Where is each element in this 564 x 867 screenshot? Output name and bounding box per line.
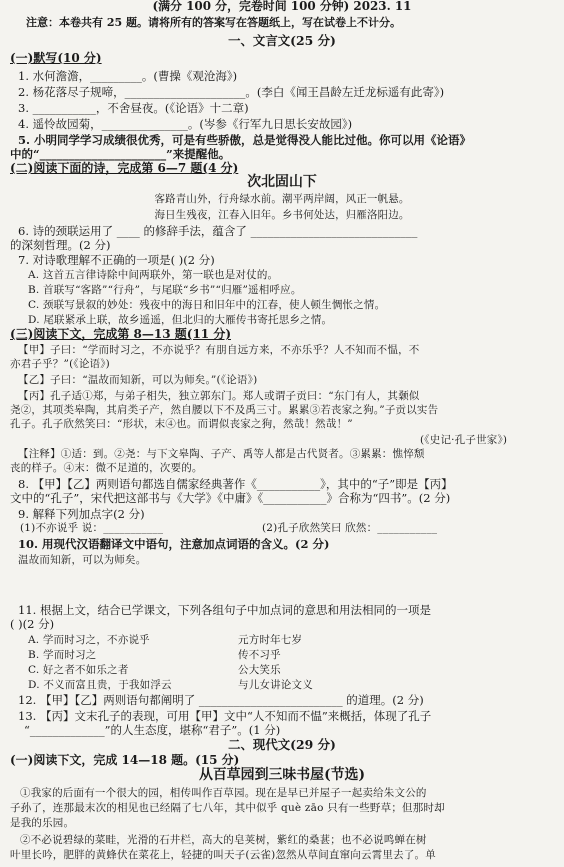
article-p1-line3: 是我的乐园。: [10, 817, 75, 829]
question-7-option-c: C. 颈联写景叙的妙处：残夜中的海日和旧年中的江春，使人顿生惆怅之情。: [28, 299, 386, 311]
question-9-item2: (2)孔子欣然笑曰 欣然：___________: [262, 522, 438, 534]
notes-line2: 丧的样子。④末：微不足道的，次要的。: [10, 462, 203, 474]
question-8-line2: 文中的“孔子”，宋代把这部书与《大学》《中庸》《___________》合称为“四书”。(2 分): [10, 491, 451, 505]
article-p1-line2: 子孙了，连那最末次的相见也已经隔了七八年，其中似乎 què zāo 只有一些野草；但那时却: [10, 802, 445, 814]
question-5-line1: 5. 小明同学学习成绩很优秀，可是有些骄傲，总是觉得没人能比过他。你可以用《论语》: [18, 133, 472, 147]
exam-note: 注意：本卷共有 25 题。请将所有的答案写在答题纸上，写在试卷上不计分。: [26, 16, 401, 29]
passage-bing-line3: 孔子。孔子欣然笑曰：“形状，末④也。而谓似丧家之狗，然哉！然哉！”: [10, 418, 353, 430]
article-title: 从百草园到三味书屋(节选): [198, 767, 366, 783]
poem-line-2: 海日生残夜，江春入旧年。乡书何处达，归雁洛阳边。: [154, 209, 410, 221]
notes-line1: 【注释】①适：到。②尧：与下文皋陶、子产、禹等人都是古代贤者。③累累：憔悴颓: [18, 448, 425, 460]
part1-title: 一、文言文(25 分): [228, 33, 336, 48]
part2-title: 二、现代文(29 分): [228, 737, 336, 752]
question-2: 2. 杨花落尽子规啼，_____________________。(李白《闻王昌龄左迁龙标遥有此寄》): [18, 85, 445, 99]
exam-meta-line: (满分 100 分，完卷时间 100 分钟) 2023. 11: [152, 0, 412, 13]
poem-line-1: 客路青山外，行舟绿水前。潮平两岸阔，风正一帆悬。: [154, 193, 410, 205]
question-1: 1. 水何澹澹，_________。(曹操《观沧海》): [18, 69, 238, 83]
question-11-option-c-right: 公大笑乐: [238, 664, 281, 676]
article-p2-line1: ②不必说碧绿的菜畦，光滑的石井栏，高大的皂荚树，紫红的桑葚；也不必说鸣蝉在树: [20, 834, 427, 846]
question-3: 3. ___________，不舍昼夜。(《论语》十二章): [18, 101, 249, 115]
question-6-line2: 的深刻哲理。(2 分): [10, 238, 111, 252]
question-11-option-a-left: A. 学而时习之，不亦说乎: [28, 634, 150, 646]
question-4: 4. 遥怜故园菊，_______________。(岑参《行军九日思长安故园》): [18, 117, 353, 131]
passage-jia-line2: 亦君子乎？”(《论语》): [10, 358, 110, 370]
question-9: 9. 解释下列加点字(2 分): [18, 507, 145, 521]
question-11-option-a-right: 元方时年七岁: [238, 634, 303, 646]
passage-yi: 【乙】子曰：“温故而知新，可以为师矣。”(《论语》): [18, 374, 258, 386]
question-10: 10. 用现代汉语翻译文中语句，注意加点词语的含义。(2 分): [18, 537, 330, 551]
question-7-option-d: D. 尾联紧承上联，故乡遥遥，但北归的大雁传书寄托思乡之情。: [28, 314, 333, 326]
question-5-line2: 中的“______________________”来提醒他。: [10, 147, 231, 161]
poem-title: 次北固山下: [247, 174, 317, 190]
passage-bing-line2: 尧②，其项类皋陶，其肩类子产，然自腰以下不及禹三寸。累累③若丧家之狗。”子贡以实告: [10, 404, 439, 416]
question-6-line1: 6. 诗的颈联运用了 ____ 的修辞手法，蕴含了 _____________________________: [18, 224, 418, 238]
question-9-item1: (1)不亦说乎 说：___________: [20, 522, 164, 534]
question-11-option-d-right: 与儿女讲论文义: [238, 679, 313, 691]
question-11-option-b-left: B. 学而时习之: [28, 649, 97, 661]
question-11-line2: ( )(2 分): [10, 617, 55, 631]
passage-bing-source: (《史记·孔子世家》): [420, 434, 508, 446]
passage-bing-line1: 【丙】孔子适①郑，与弟子相失，独立郭东门。郑人或谓子贡曰：“东门有人，其颡似: [18, 390, 420, 402]
question-11-line1: 11. 根据上文，结合已学课文，下列各组句子中加点词的意思和用法相同的一项是: [18, 603, 431, 617]
question-11-option-c-left: C. 好之者不如乐之者: [28, 664, 129, 676]
question-12: 12. 【甲】【乙】两则语句都阐明了 _________________________ 的道理。(2 分): [18, 693, 424, 707]
question-13-line2: “_____________”的人生态度，堪称“君子”。(1 分): [24, 723, 281, 737]
article-p1-line1: ①我家的后面有一个很大的园，相传叫作百草园。现在是早已并屋子一起卖给朱文公的: [20, 787, 427, 799]
article-p2-line2: 叶里长吟，肥胖的黄蜂伏在菜花上，轻捷的叫天子(云雀)忽然从草间直窜向云霄里去了。单: [10, 849, 436, 861]
question-11-option-d-left: D. 不义而富且贵，于我如浮云: [28, 679, 172, 691]
question-13-line1: 13. 【丙】文末孔子的表现，可用【甲】文中“人不知而不愠”来概括，体现了孔子: [18, 709, 432, 723]
question-7-option-a: A. 这首五言律诗除中间两联外，第一联也是对仗的。: [28, 269, 279, 281]
question-10-sentence: 温故而知新，可以为师矣。: [18, 554, 147, 566]
section-dictation-title: (一)默写(10 分): [10, 51, 102, 65]
section-classical-title: (三)阅读下文，完成第 8—13 题(11 分): [10, 327, 231, 341]
question-8-line1: 8. 【甲】【乙】两则语句都选自儒家经典著作《___________》，其中的“子”即是【丙】: [18, 477, 453, 491]
question-7-option-b: B. 首联写“客路”“行舟”，与尾联“乡书”“归雁”遥相呼应。: [28, 284, 302, 296]
question-11-option-b-right: 传不习乎: [238, 649, 281, 661]
section-modern-title: (一)阅读下文，完成 14—18 题。(15 分): [10, 753, 240, 767]
passage-jia-line1: 【甲】子曰：“学而时习之，不亦说乎？有朋自远方来，不亦乐乎？人不知而不愠，不: [18, 344, 420, 356]
question-7: 7. 对诗歌理解不正确的一项是( )(2 分): [18, 253, 215, 267]
section-poem-title: (二)阅读下面的诗，完成第 6—7 题(4 分): [10, 161, 239, 175]
